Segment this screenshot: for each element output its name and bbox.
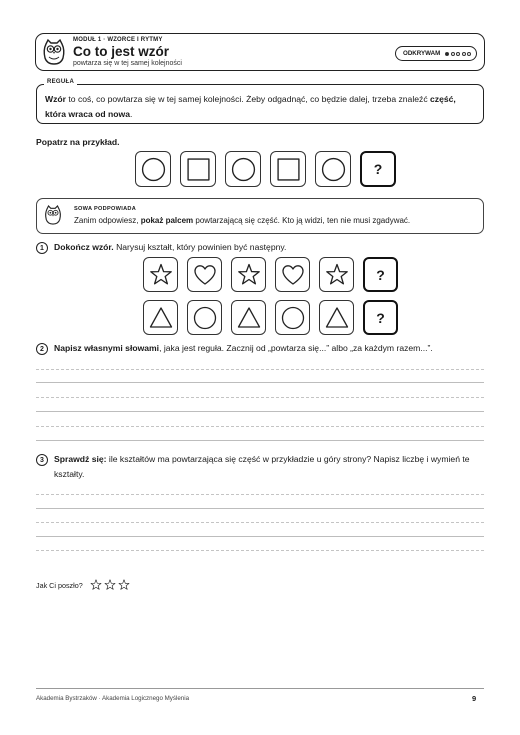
- task2-bold: Napisz własnymi słowami: [54, 343, 160, 353]
- footer-text: Akademia Bystrzaków · Akademia Logicznego Myślenia: [36, 695, 190, 702]
- circle-icon: [231, 157, 256, 182]
- writing-line[interactable]: [36, 550, 484, 551]
- circle-icon: [321, 157, 346, 182]
- task1-bold: Dokończ wzór.: [54, 242, 114, 252]
- level-dots: [445, 52, 471, 56]
- heart-icon: [281, 263, 305, 287]
- pattern-tile: [135, 151, 171, 187]
- triangle-icon: [325, 306, 349, 330]
- answer-tile[interactable]: ?: [360, 151, 396, 187]
- writing-line[interactable]: [36, 508, 484, 509]
- task1-pattern-row: [143, 300, 398, 335]
- heart-icon: [193, 263, 217, 287]
- feedback-label: Jak Ci poszło?: [36, 580, 83, 590]
- task-number: 1: [36, 242, 48, 254]
- pattern-tile: [231, 300, 266, 335]
- triangle-icon: [237, 306, 261, 330]
- footer-divider: [36, 688, 484, 689]
- pattern-tile: [143, 300, 178, 335]
- task1-text: Narysuj kształt, który powinien być następny.: [113, 242, 287, 252]
- star-icon: [325, 263, 349, 287]
- badge-label: ODKRYWAM: [403, 50, 441, 57]
- star-icon[interactable]: [118, 579, 130, 591]
- writing-line[interactable]: [36, 440, 484, 441]
- tip-emphasis: pokaż palcem: [140, 216, 194, 225]
- task2-instruction: [54, 341, 484, 356]
- task-number: 2: [36, 343, 48, 355]
- task3-bold: Sprawdź się:: [54, 454, 107, 464]
- pattern-tile: [143, 257, 178, 292]
- page-number: 9: [472, 694, 477, 703]
- tip-text-end: powtarzającą się część. Kto ją widzi, ten nie musi zgadywać.: [193, 216, 411, 225]
- writing-line[interactable]: [36, 397, 484, 398]
- pattern-tile: [275, 257, 310, 292]
- writing-line[interactable]: [36, 494, 484, 495]
- pattern-tile: [231, 257, 266, 292]
- answer-tile[interactable]: ?: [363, 257, 398, 292]
- page-title: Co to jest wzór: [73, 44, 170, 59]
- level-dot: [462, 52, 466, 56]
- pattern-tile: [187, 300, 222, 335]
- self-assessment: [36, 579, 130, 591]
- rule-keyword: Wzór: [45, 94, 67, 104]
- tip-text-part: Zanim odpowiesz,: [74, 216, 141, 225]
- level-dot: [467, 52, 471, 56]
- pattern-tile: [180, 151, 216, 187]
- pattern-tile: [319, 300, 354, 335]
- level-dot: [451, 52, 455, 56]
- writing-line[interactable]: [36, 522, 484, 523]
- task1-instruction: [54, 240, 286, 255]
- answer-tile[interactable]: ?: [363, 300, 398, 335]
- owl-icon: [42, 38, 66, 66]
- page-subtitle: powtarza się w tej samej kolejności: [73, 60, 182, 67]
- circle-icon: [193, 306, 217, 330]
- pattern-tile: [319, 257, 354, 292]
- module-label: MODUŁ 1 · WZORCE I RYTMY: [73, 37, 163, 43]
- level-dot: [445, 52, 449, 56]
- owl-icon: [44, 204, 62, 226]
- task3-instruction: [54, 452, 486, 482]
- writing-line[interactable]: [36, 536, 484, 537]
- example-label: Popatrz na przykład.: [36, 137, 120, 147]
- star-icon[interactable]: [104, 579, 116, 591]
- star-icon[interactable]: [90, 579, 102, 591]
- square-icon: [186, 157, 211, 182]
- task1-pattern-row: [143, 257, 398, 292]
- tip-label: SOWA PODPOWIADA: [74, 206, 137, 212]
- rule-text-end: .: [130, 109, 133, 119]
- task3-text: ile kształtów ma powtarzająca się część w przykładzie u góry strony? Napisz liczbę i wymień te kształty.: [54, 454, 470, 479]
- pattern-tile: [187, 257, 222, 292]
- writing-line[interactable]: [36, 411, 484, 412]
- task2-text: , jaka jest reguła. Zacznij od „powtarza się...” albo „za każdym razem...”.: [159, 343, 433, 353]
- pattern-tile: [225, 151, 261, 187]
- pattern-tile: [270, 151, 306, 187]
- triangle-icon: [149, 306, 173, 330]
- square-icon: [276, 157, 301, 182]
- rule-text: [45, 92, 477, 122]
- rule-emphasis: część, która wraca od nowa: [45, 94, 456, 119]
- pattern-tile: [275, 300, 310, 335]
- circle-icon: [141, 157, 166, 182]
- task-number: 3: [36, 454, 48, 466]
- writing-line[interactable]: [36, 426, 484, 427]
- writing-line[interactable]: [36, 382, 484, 383]
- tip-text: [74, 216, 410, 225]
- rating-stars: [90, 579, 130, 591]
- example-pattern-row: [135, 151, 396, 187]
- writing-line[interactable]: [36, 369, 484, 370]
- star-icon: [237, 263, 261, 287]
- circle-icon: [281, 306, 305, 330]
- rule-text-part: to coś, co powtarza się w tej samej kolejności. Żeby odgadnąć, co będzie dalej, trzeba znaleźć: [66, 94, 431, 104]
- level-dot: [456, 52, 460, 56]
- pattern-tile: [315, 151, 351, 187]
- level-badge: [395, 46, 477, 61]
- rule-tag: REGUŁA: [44, 79, 77, 85]
- star-icon: [149, 263, 173, 287]
